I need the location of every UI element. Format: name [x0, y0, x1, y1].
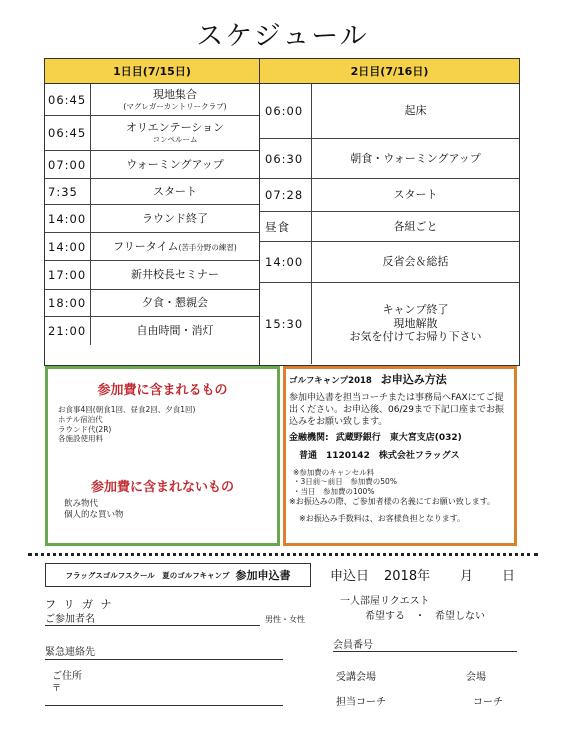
day1-time: 07:00	[45, 151, 91, 178]
day2-time: 15:30	[260, 283, 312, 364]
cancel-rule-1: ・3日前～前日 参加費の50%	[293, 477, 397, 487]
cut-line	[28, 553, 538, 556]
day1-row	[45, 84, 259, 116]
bank-row	[289, 432, 511, 444]
day1-activity-sub: コンペルーム	[152, 135, 198, 145]
furigana-label: フ リ ガ ナ	[45, 598, 114, 611]
day1-activity-cell	[91, 205, 259, 232]
day2-activity: 起床	[404, 104, 427, 118]
day1-activity: オリエンテーション	[125, 121, 225, 135]
name-line[interactable]	[45, 625, 260, 626]
day2-time: 06:30	[260, 139, 312, 178]
day1-header: 1日目(7/15日)	[45, 59, 259, 84]
excluded-item: 飲み物代	[64, 499, 99, 509]
day2-activity-cell	[312, 139, 519, 178]
day1-time: 7:35	[45, 179, 91, 204]
day1-time: 21:00	[45, 317, 91, 345]
day2-row	[260, 84, 519, 139]
day2-header: 2日目(7/16日)	[260, 59, 519, 84]
coach-label: 担当コーチ	[336, 697, 386, 708]
day1-activity-cell	[91, 261, 259, 289]
day1-row	[45, 205, 259, 233]
day1-activity: スタート	[153, 184, 197, 198]
day1-column	[45, 59, 260, 365]
day1-time: 06:45	[45, 84, 91, 115]
apply-body: 参加申込書を担当コーチまたは事務局へFAXにてご提出ください。お申込後、06/29まで下記口座までお振込みをお願い致します。	[289, 392, 504, 428]
venue-label: 受講会場	[336, 672, 376, 683]
day2-activity-cell	[312, 283, 519, 364]
day1-activity-cell	[91, 116, 259, 150]
day2-time: 06:00	[260, 84, 312, 138]
address-line[interactable]	[45, 705, 283, 706]
day1-row	[45, 179, 259, 205]
form-title-box	[45, 563, 311, 587]
application-year: 2018年	[384, 569, 431, 584]
day1-activity-cell	[91, 151, 259, 178]
day1-row	[45, 151, 259, 179]
day1-activity-cell	[91, 233, 259, 260]
page-title: スケジュール	[196, 21, 369, 52]
included-item: お食事4回(朝食1回、昼食2回、夕食1回)	[58, 405, 196, 414]
application-month: 月	[460, 569, 474, 584]
day1-activity-line	[113, 240, 237, 254]
day1-activity: ラウンド終了	[142, 211, 208, 225]
included-item: ラウンド代(2R)	[58, 424, 112, 434]
day1-activity: 自由時間・消灯	[136, 324, 214, 338]
day2-activity-cell	[312, 179, 519, 211]
excluded-heading: 参加費に含まれないもの	[90, 480, 234, 495]
day1-time: 18:00	[45, 290, 91, 316]
apply-heading: お申込み方法	[380, 373, 447, 386]
day1-activity-cell	[91, 290, 259, 316]
transfer-note-2: ※お振込み手数料は、お客様負担となります。	[299, 513, 466, 523]
day2-activity-cell	[312, 84, 519, 138]
included-list	[58, 405, 195, 444]
day2-row	[260, 212, 519, 242]
application-date-label: 申込日	[330, 569, 370, 584]
schedule-table	[44, 58, 520, 366]
bank-name: 武蔵野銀行 東大宮支店(032)	[335, 433, 462, 444]
member-number-line[interactable]	[333, 651, 517, 652]
cancel-rule-2: ・当日 参加費の100%	[293, 487, 375, 497]
venue-suffix: 会場	[466, 672, 486, 683]
day1-row	[45, 233, 259, 261]
included-item: 各施設使用料	[58, 434, 103, 444]
day1-time: 17:00	[45, 261, 91, 289]
day2-activity: 現地解散	[393, 316, 438, 330]
fee-inclusion-box	[45, 366, 280, 546]
bank-label: 金融機関:	[289, 433, 329, 444]
included-heading: 参加費に含まれるもの	[97, 383, 228, 398]
excluded-list	[64, 499, 124, 521]
application-day: 日	[502, 569, 516, 584]
member-number-label: 会員番号	[333, 640, 373, 651]
form-title-small: フラッグスゴルフスクール 夏のゴルフキャンプ	[65, 570, 230, 580]
day2-time: 14:00	[260, 242, 312, 282]
day1-activity: 新井校長セミナー	[131, 268, 219, 282]
account-info: 普通 1120142 株式会社フラッグス	[299, 451, 460, 462]
apply-heading-row	[289, 373, 511, 388]
day2-activity: お気を付けてお帰り下さい	[349, 330, 482, 344]
day2-activity: 反省会＆総括	[382, 255, 449, 269]
day2-column	[260, 59, 519, 365]
emergency-line[interactable]	[45, 659, 283, 660]
day2-row	[260, 139, 519, 179]
day2-activity-cell	[312, 242, 519, 282]
day2-row	[260, 283, 519, 364]
included-item: ホテル宿泊代	[58, 414, 103, 424]
day2-activity: 各組ごと	[393, 219, 438, 233]
day2-activity-cell	[312, 212, 519, 241]
postal-mark: 〒	[52, 684, 62, 694]
day1-activity-cell	[91, 179, 259, 204]
day1-activity-sub: (マグレガーカントリークラブ)	[123, 101, 227, 111]
application-method-box	[283, 366, 517, 546]
room-request-options[interactable]: 希望する ・ 希望しない	[365, 611, 485, 622]
day1-time: 14:00	[45, 205, 91, 232]
address-label: ご住所	[52, 671, 82, 682]
emergency-contact-label: 緊急連絡先	[45, 647, 95, 658]
day1-row	[45, 261, 259, 290]
day2-row	[260, 179, 519, 212]
day1-activity-cell	[91, 84, 259, 115]
day1-activity-cell	[91, 317, 259, 345]
day1-row	[45, 116, 259, 151]
day1-activity: ウォーミングアップ	[126, 157, 224, 171]
day1-activity: フリータイム	[113, 239, 179, 253]
day1-activity-note: (苦手分野の練習)	[178, 242, 237, 252]
day2-time: 07:28	[260, 179, 312, 211]
day2-time: 昼食	[260, 212, 312, 241]
gender-options: 男性・女性	[265, 615, 305, 624]
day1-time: 14:00	[45, 233, 91, 260]
day2-activity: スタート	[393, 188, 438, 202]
transfer-note-1: ※お振込みの際、ご参加者様の名義にてお願い致します。	[289, 496, 496, 506]
day1-activity: 夕食・懇親会	[142, 296, 208, 310]
form-title: 参加申込書	[235, 569, 291, 582]
room-request-label: 一人部屋リクエスト	[340, 596, 430, 607]
day2-activity: 朝食・ウォーミングアップ	[350, 151, 481, 165]
day1-row	[45, 290, 259, 317]
excluded-item: 個人的な買い物	[64, 510, 124, 521]
day2-row	[260, 242, 519, 283]
day1-row	[45, 317, 259, 345]
day2-activity: キャンプ終了	[382, 302, 449, 316]
cancel-title: ※参加費のキャンセル料	[293, 467, 375, 477]
day1-activity: 現地集合	[153, 87, 197, 101]
apply-heading-prefix: ゴルフキャンプ2018	[289, 376, 372, 386]
coach-suffix: コーチ	[473, 697, 503, 708]
day1-time: 06:45	[45, 116, 91, 150]
participant-name-label: ご参加者名	[45, 614, 95, 625]
